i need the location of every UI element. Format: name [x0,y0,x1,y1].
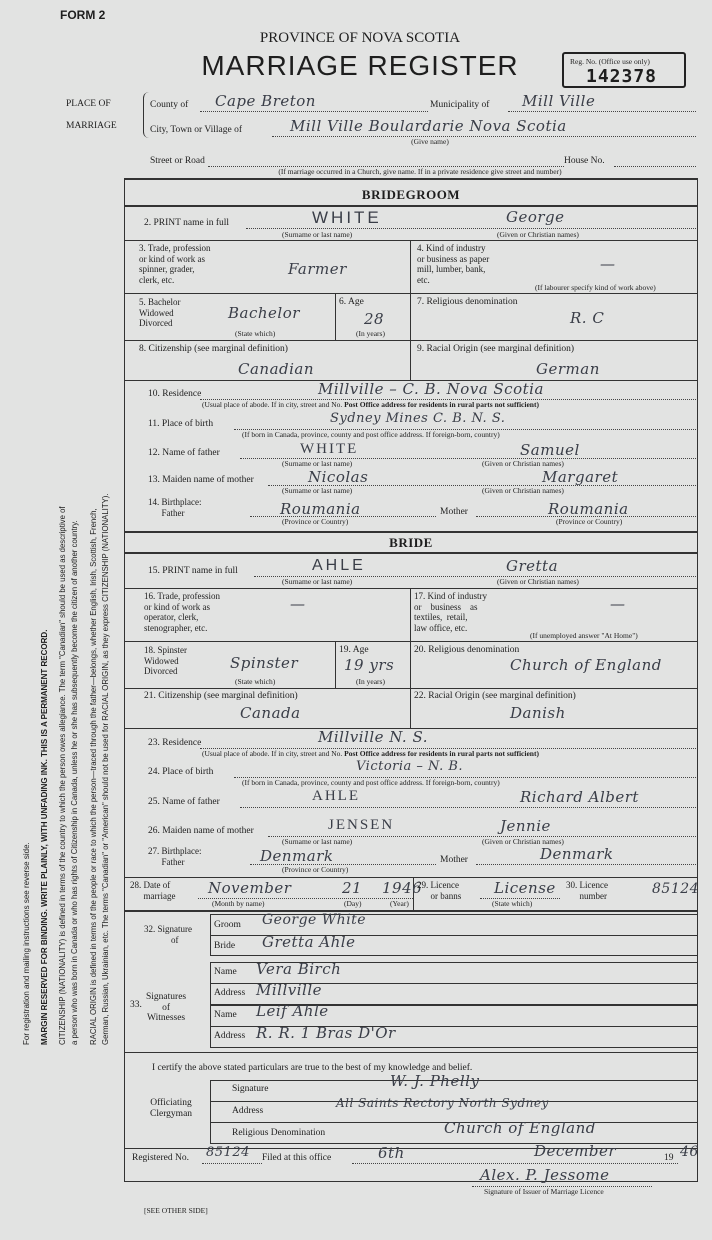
municipality-value: Mill Ville [522,92,596,110]
county-value: Cape Breton [215,92,316,110]
filed-month: December [534,1142,617,1160]
field-14-label: 14. Birthplace: Father [148,497,202,518]
field-32-label: 32. Signature of [144,924,192,945]
groom-po-note: Post Office address for residents in rural parts not sufficient) [344,400,539,409]
groom-citizenship: Canadian [238,360,315,378]
bride-religion: Church of England [510,656,662,674]
clergy-label: Officiating Clergyman [150,1098,193,1119]
field-8-label: 8. Citizenship (see marginal definition) [139,344,288,354]
field-2-label: 2. PRINT name in full [144,218,230,228]
bride-heading: BRIDE [389,535,433,550]
groom-mother-birthplace: Roumania [548,500,629,518]
field-29-label: 29. Licence or banns [417,880,462,901]
groom-surname: WHITE [312,208,382,227]
form-number: FORM 2 [60,8,106,22]
filed-year: 46 [680,1144,699,1160]
province-heading: PROVINCE OF NOVA SCOTIA [259,30,461,46]
groom-mother-given-label: (Given or Christian names) [482,486,564,495]
groom-given-label: (Given or Christian names) [497,230,579,239]
see-other-side: [SEE OTHER SIDE] [144,1206,208,1215]
groom-residence: Millville – C. B. Nova Scotia [318,380,544,398]
groom-marital-state: Bachelor [228,304,300,322]
year-label: (Year) [390,899,409,908]
marriage-day: 21 [342,879,363,897]
licence-number: 85124 [652,881,700,897]
groom-born-note: (If born in Canada, province, county and post office address. If foreign-born, country) [242,430,500,439]
marriage-year: 1946 [382,879,423,897]
bride-trade: — [290,595,306,613]
groom-usual-note: (Usual place of abode. If in city, street and No. [202,400,343,409]
field-33-label: 33. [130,1000,142,1010]
groom-racial-origin: German [536,360,600,378]
licence-or-banns: License [494,879,556,897]
field-13-label: 13. Maiden name of mother [148,475,254,485]
clergy-sig-label: Signature [232,1084,269,1094]
bride-father-bp-province: (Province or Country) [282,865,349,874]
field-25-label: 25. Name of father [148,797,220,807]
groom-mother-surname: Nicolas [308,468,369,486]
bride-in-years: (In years) [356,677,385,686]
reg-office-note: (Office use only) [598,57,650,66]
groom-father-bp-province: (Province or Country) [282,517,349,526]
licence-state-which: (State which) [492,899,533,908]
bride-mother-given-label: (Given or Christian names) [482,837,564,846]
reg-label: Reg. No. [570,57,597,66]
margin-note-1: For registration and mailing instructions see reverse side. [22,842,31,1045]
witness2-name-label: Name [214,1010,237,1020]
groom-in-years: (In years) [356,329,385,338]
witness1-name-label: Name [214,967,237,977]
marriage-month: November [208,879,292,897]
field-23-label: 23. Residence [148,738,202,748]
field-11-label: 11. Place of birth [148,419,214,429]
bride-birthplace: Victoria – N. B. [356,759,464,774]
month-label: (Month by name) [212,899,265,908]
reg-box [562,52,686,88]
groom-surname-label: (Surname or last name) [282,230,353,239]
field-12-label: 12. Name of father [148,448,220,458]
registered-label: Registered No. [132,1153,189,1163]
filed-label: Filed at this office [262,1153,332,1163]
bride-age: 19 yrs [344,656,395,674]
bride-father-given: Richard Albert [520,788,639,806]
witness1-name: Vera Birch [256,960,342,978]
bride-mother-given: Jennie [500,817,551,835]
bride-mother-surname: JENSEN [328,817,395,833]
groom-mother-surname-label: (Surname or last name) [282,486,353,495]
bride-state-which: (State which) [235,677,276,686]
field-26-label: 26. Maiden name of mother [148,826,254,836]
bride-citizenship: Canada [240,704,301,722]
issuer-signature: Alex. P. Jessome [480,1166,610,1184]
bride-industry: — [610,595,626,613]
bride-mother-bp-label: Mother [440,855,468,865]
groom-religion: R. C [570,309,605,327]
issuer-label: Signature of Issuer of Marriage Licence [484,1187,604,1196]
field-16-label: 16. Trade, profession or kind of work as operator, clerk, stenographer, etc. [144,591,220,633]
groom-father-birthplace: Roumania [280,500,361,518]
groom-birthplace: Sydney Mines C. B. N. S. [330,411,506,426]
groom-father-given: Samuel [520,441,580,459]
groom-state-which: (State which) [235,329,276,338]
groom-signature: George White [262,912,367,928]
city-value: Mill Ville Boulardarie Nova Scotia [290,117,567,135]
day-label: (Day) [344,899,362,908]
groom-trade: Farmer [288,260,347,278]
bride-father-birthplace: Denmark [260,847,334,865]
clergy-denomination: Church of England [444,1119,596,1137]
street-label: Street or Road [150,156,205,166]
bride-surname-label: (Surname or last name) [282,577,353,586]
reg-number: 142378 [586,66,658,87]
bride-father-surname: AHLE [312,788,360,804]
bride-signature: Gretta Ahle [262,933,356,951]
field-6-label: 6. Age [339,297,364,307]
field-19-label: 19. Age [339,645,369,655]
filed-day: 6th [378,1144,405,1162]
field-15-label: 15. PRINT name in full [148,566,238,576]
field-17-note: (If unemployed answer "At Home") [530,631,638,640]
groom-mother-given: Margaret [542,468,619,486]
bride-born-note: (If born in Canada, province, county and post office address. If foreign-born, country) [242,778,500,787]
registered-number: 85124 [206,1145,250,1160]
bridegroom-heading: BRIDEGROOM [361,187,461,202]
bride-mother-surname-label: (Surname or last name) [282,837,353,846]
page-title: MARRIAGE REGISTER [201,50,519,81]
municipality-label: Municipality of [430,100,490,110]
witness2-address: R. R. 1 Bras D'Or [256,1024,396,1042]
margin-note-4: a person who was born in Canada or who has rights of Citizenship in Canada, unless he or she has subsequently become the citizen of another country. [70,520,79,1045]
field-22-label: 22. Racial Origin (see marginal definition) [414,691,576,701]
witness2-addr-label: Address [214,1031,246,1041]
place-label-2: MARRIAGE [66,121,117,131]
groom-father-surname-label: (Surname or last name) [282,459,353,468]
field-24-label: 24. Place of birth [148,767,214,777]
house-label: House No. [564,156,605,166]
clergy-addr-label: Address [232,1106,264,1116]
groom-age: 28 [364,310,385,328]
groom-given: George [506,208,565,226]
bride-residence: Millville N. S. [318,728,428,746]
margin-note-5: RACIAL ORIGIN is defined in terms of the people or race to which the person—traced through the father—belongs, whether English, Irish, Scottish, French, [89,508,98,1045]
street-note: (If marriage occurred in a Church, give name. If in a private residence give street and number) [278,167,562,176]
field-7-label: 7. Religious denomination [417,297,518,307]
county-label: County of [150,100,189,110]
groom-mother-bp-label: Mother [440,507,468,517]
field-18-label: 18. Spinster Widowed Divorced [144,645,188,676]
groom-sig-label: Groom [214,920,241,930]
field-21-label: 21. Citizenship (see marginal definition) [144,691,298,701]
field-9-label: 9. Racial Origin (see marginal definition) [417,344,575,354]
clergy-address: All Saints Rectory North Sydney [336,1096,549,1110]
field-20-label: 20. Religious denomination [414,645,520,655]
field-27-label: 27. Birthplace: Father [148,846,202,867]
field-10-label: 10. Residence [148,389,202,399]
city-label: City, Town or Village of [150,125,242,135]
margin-note-2: MARGIN RESERVED FOR BINDING. WRITE PLAINLY, WITH UNFADING INK. THIS IS A PERMANENT RECORD. [40,629,49,1045]
field-4-label: 4. Kind of industry or business as paper mill, lumber, bank, etc. [417,243,490,285]
certify-statement: I certify the above stated particulars are true to the best of my knowledge and belief. [152,1063,473,1073]
bride-mother-birthplace: Denmark [540,845,614,863]
bride-sig-label: Bride [214,941,236,951]
field-17-label: 17. Kind of industry or business as textiles, retail, law office, etc. [414,591,487,633]
groom-father-given-label: (Given or Christian names) [482,459,564,468]
field-3-label: 3. Trade, profession or kind of work as spinner, grader, clerk, etc. [139,243,211,285]
place-label-1: PLACE OF [66,99,111,109]
bride-usual-note: (Usual place of abode. If in city, street and No. [202,749,343,758]
bride-racial-origin: Danish [510,704,566,722]
give-name-note: (Give name) [411,137,449,146]
field-28-label: 28. Date of marriage [130,880,176,901]
clergy-denom-label: Religious Denomination [232,1128,326,1138]
bride-po-note: Post Office address for residents in rural parts not sufficient) [344,749,539,758]
bride-surname: AHLE [312,557,366,574]
margin-note-6: German, Russian, Ukrainian, etc. The terms "Canadian" or "American" should not be used for RACIAL ORIGIN, as they express CITIZENSHIP (NATIONALITY). [101,493,110,1045]
clergy-signature: W. J. Phelly [390,1072,480,1090]
bride-marital-state: Spinster [230,654,299,672]
field-5-label: 5. Bachelor Widowed Divorced [139,297,181,328]
witnesses-label: Signatures of Witnesses [146,992,187,1023]
margin-note-3: CITIZENSHIP (NATIONALITY) is defined in terms of the country to which the person owes allegiance. The term "Canadian" should be used as descriptive of [58,506,67,1045]
filed-year-prefix: 19 [664,1153,674,1163]
witness1-address: Millville [256,981,322,999]
witness2-name: Leif Ahle [256,1002,329,1020]
groom-industry: — [600,255,616,273]
groom-mother-bp-province: (Province or Country) [556,517,623,526]
bride-given: Gretta [506,557,559,575]
field-30-label: 30. Licence number [566,880,608,901]
bride-given-label: (Given or Christian names) [497,577,579,586]
groom-father-surname: WHITE [300,441,359,457]
field-4-note: (If labourer specify kind of work above) [535,283,656,292]
witness1-addr-label: Address [214,988,246,998]
